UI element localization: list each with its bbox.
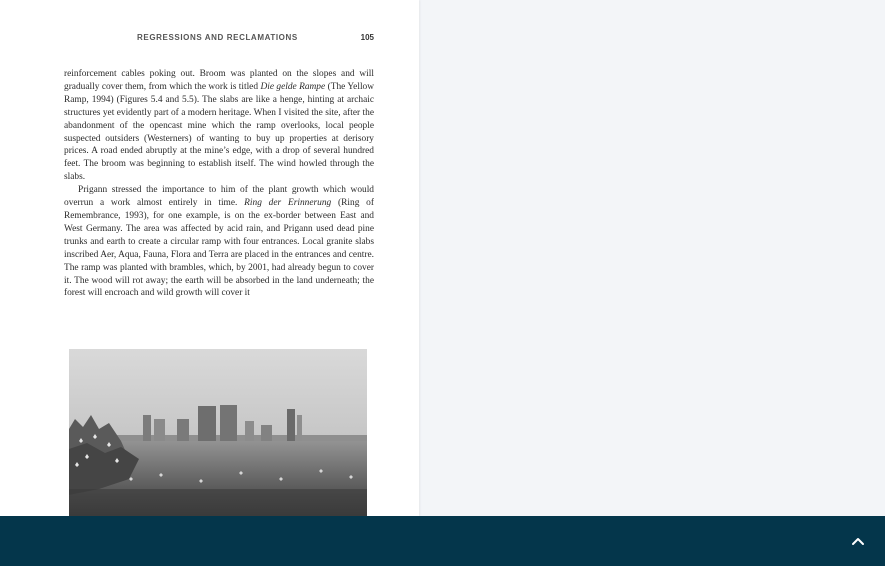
paragraph bbox=[64, 184, 374, 300]
running-head-title: REGRESSIONS AND RECLAMATIONS bbox=[137, 33, 298, 42]
artwork-title: Die gelde Rampe bbox=[260, 81, 326, 92]
paragraph-text: Prigann stressed the importance to him of the plant growth which would overrun a work almost entirely in time. bbox=[64, 185, 374, 209]
paragraph-text: reinforcement cables poking out. Broom was planted on the slopes and will gradually cover them, from which the work is titled bbox=[64, 69, 374, 92]
document-page bbox=[0, 0, 419, 516]
figure-photograph bbox=[69, 349, 367, 516]
paragraph-text: (The Yellow Ramp, 1994) (Figures 5.4 and 5.5). The slabs are like a henge, hinting at archaic structures yet evidently part of a modern heritage. When I visited the site, after the abandonment of the opencast mine which the ramp overlooks, local people suspected outsiders (Westerners) of wanting to buy up properties at derisory prices. A road ended abruptly at the mine’s edge, with a drop of several hundred feet. The broom was beginning to establish itself. The wind howled through the slabs. bbox=[64, 81, 375, 183]
stone-slabs-photo bbox=[69, 349, 367, 516]
paragraph-text: (Ring of Remembrance, 1993), for one example, is on the ex-border between East and West Germany. The area was affected by acid rain, and Prigann used dead pine trunks and earth to create a circular ramp with four entrances. Local granite slabs inscribed Aer, Aqua, Fauna, Flora and Terra are placed in the entrances and centre. The ramp was planted with brambles, which, by 2001, had already begun to cover it. The wood will rot away; the earth will be absorbed in the land underneath; the forest will encroach and wild growth will cover it bbox=[64, 198, 374, 299]
paragraph bbox=[64, 68, 374, 184]
body-text bbox=[64, 68, 374, 300]
running-head bbox=[64, 33, 374, 45]
footer-bar bbox=[0, 516, 885, 566]
chevron-up-icon[interactable] bbox=[849, 533, 867, 551]
page-number: 105 bbox=[360, 33, 374, 42]
artwork-title: Ring der Erinnerung bbox=[244, 198, 332, 209]
